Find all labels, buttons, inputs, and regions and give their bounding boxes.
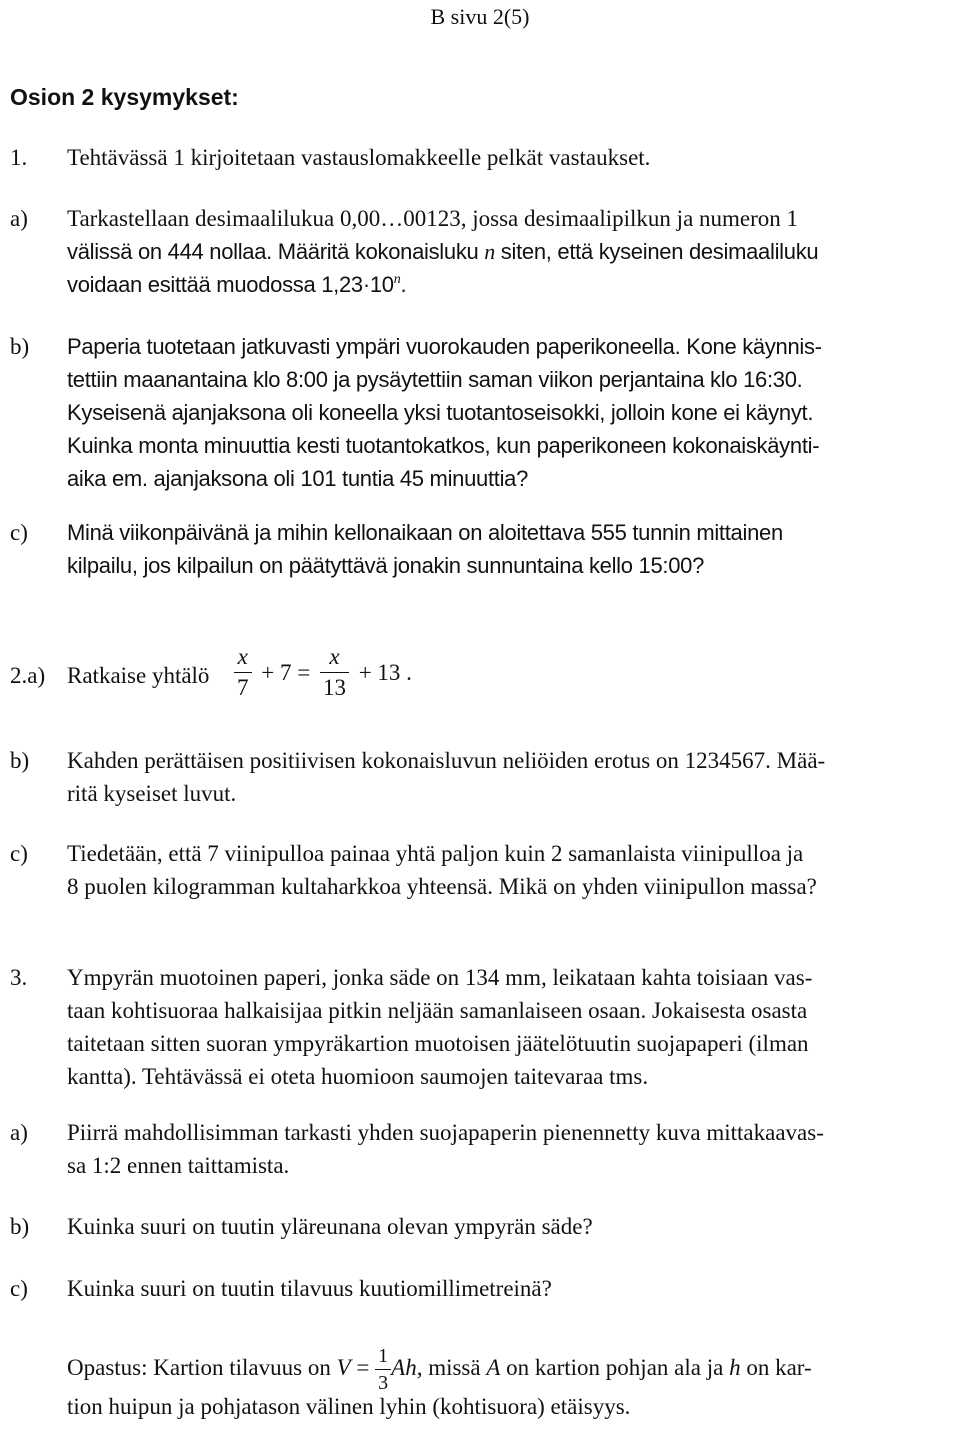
q1c-line-1: Minä viikonpäivänä ja mihin kellonaikaan on aloitettava 555 tunnin mittainen [67,520,783,545]
fraction-2-numerator: x [320,642,349,673]
q1-intro-text: Tehtävässä 1 kirjoitetaan vastauslomakkeelle pelkät vastaukset. [67,145,651,170]
fraction-1-denominator: 7 [237,675,249,700]
q3-hint [67,1338,955,1422]
q1a-label: a) [10,206,28,231]
q1b-line-3: Kyseisenä ajanjaksona oli koneella yksi tuotantoseisokki, jolloin kone ei käynyt. [67,400,814,425]
hint-mid-1: , missä [416,1355,487,1380]
q1c-label: c) [10,520,28,545]
q3b-label: b) [10,1214,30,1239]
q2a-label: 2.a) [10,663,46,688]
q3a-line-1: Piirrä mahdollisimman tarkasti yhden suojapaperin pienennetty kuva mittakaavas- [67,1120,824,1145]
q1a-line-2 [67,235,955,268]
hint-post: on kar- [740,1355,812,1380]
q1b-line-1: Paperia tuotetaan jatkuvasti ympäri vuorokauden paperikoneella. Kone käynnis- [67,334,822,359]
q1a-l2-post: siten, että kyseinen desimaaliluku [494,239,819,264]
q1a-l3-pre: voidaan esittää muodossa 1,23·10 [67,272,394,297]
q1c-text [67,516,955,582]
equation-operator-2: + 13 . [358,660,412,685]
hint-var-A: A [486,1355,501,1380]
q1b-line-2: tettiin maanantaina klo 8:00 ja pysäytettiin saman viikon perjantaina klo 16:30. [67,367,803,392]
page-header: B sivu 2(5) [430,4,530,29]
hint-fraction [375,1343,391,1396]
q3a-text [67,1116,955,1182]
hint-fraction-numerator: 1 [375,1343,391,1370]
q3a-label: a) [10,1120,28,1145]
hint-mid-2: on kartion pohjan ala ja [500,1355,730,1380]
hint-pre: Opastus: Kartion tilavuus on [67,1355,337,1380]
q2a-equation [234,642,412,703]
equation-operator-1: + 7 = [261,660,311,685]
q1a-l2-var: n [484,239,495,264]
q3-text [67,961,955,1093]
q1b-label: b) [10,334,30,359]
q3c-line-1: Kuinka suuri on tuutin tilavuus kuutiomillimetreinä? [67,1276,552,1301]
hint-line-2: tion huipun ja pohjatason välinen lyhin (kohtisuora) etäisyys. [67,1394,631,1419]
hint-var-V: V [336,1355,351,1380]
q1a-line-1 [67,202,955,235]
q2b-line-2: ritä kyseiset luvut. [67,781,237,806]
q1c-line-2: kilpailu, jos kilpailun on päätyttävä jonakin sunnuntaina kello 15:00? [67,553,705,578]
q3-line-2: taan kohtisuoraa halkaisijaa pitkin neljään samanlaiseen osaan. Jokaisesta osasta [67,998,808,1023]
q1a-l1-post: 00123, jossa desimaalipilkun ja numeron 1 [403,206,799,231]
hint-line-1 [67,1338,955,1398]
hint-var-h: h [729,1355,741,1380]
q2b-line-1: Kahden perättäisen positiivisen kokonaisluvun neliöiden erotus on 1234567. Mää- [67,748,826,773]
q1a-text [67,202,955,301]
q2c-text [67,837,955,903]
q2b-label: b) [10,748,30,773]
q2c-label: c) [10,841,28,866]
q1b-text [67,330,955,495]
q3-line-4: kantta). Tehtävässä ei oteta huomioon saumojen taitevaraa tms. [67,1064,649,1089]
section-title: Osion 2 kysymykset: [10,84,239,110]
q1a-line-3 [67,268,955,301]
q3-number: 3. [10,965,28,990]
q3-line-3: taitetaan sitten suoran ympyräkartion muotoisen jäätelötuutin suojapaperi (ilman [67,1031,809,1056]
q3a-line-2: sa 1:2 ennen taittamista. [67,1153,290,1178]
fraction-1-numerator: x [234,642,252,673]
q2b-text [67,744,955,810]
hint-var-Ah: Ah [391,1355,417,1380]
q1-intro [67,141,955,174]
hint-fraction-denominator: 3 [378,1372,389,1395]
q3b-text [67,1210,955,1243]
q3b-line-1: Kuinka suuri on tuutin yläreunana olevan ympyrän säde? [67,1214,593,1239]
equation-fraction-1 [234,642,252,703]
q3c-text [67,1272,955,1305]
q1-number: 1. [10,145,28,170]
q3c-label: c) [10,1276,28,1301]
q1a-l3-post: . [400,272,407,297]
q1a-l1-dots: … [380,206,404,231]
q2c-line-1: Tiedetään, että 7 viinipulloa painaa yhtä paljon kuin 2 samanlaista viinipulloa ja [67,841,804,866]
q1a-l1-pre: Tarkastellaan desimaalilukua 0,00 [67,206,381,231]
q1b-line-4: Kuinka monta minuuttia kesti tuotantokatkos, kun paperikoneen kokonaiskäynti- [67,433,820,458]
q2c-line-2: 8 puolen kilogramman kultaharkkoa yhteensä. Mikä on yhden viinipullon massa? [67,874,817,899]
q1a-l3-sup: n [393,272,401,287]
q2a-text: Ratkaise yhtälö [67,663,210,688]
equation-fraction-2 [320,642,349,703]
q1a-l2-pre: välissä on 444 nollaa. Määritä kokonaisluku [67,239,485,264]
q3-line-1: Ympyrän muotoinen paperi, jonka säde on 134 mm, leikataan kahta toisiaan vas- [67,965,813,990]
q1b-line-5: aika em. ajanjaksona oli 101 tuntia 45 minuuttia? [67,466,529,491]
hint-equals: = [350,1355,376,1380]
fraction-2-denominator: 13 [322,675,346,700]
